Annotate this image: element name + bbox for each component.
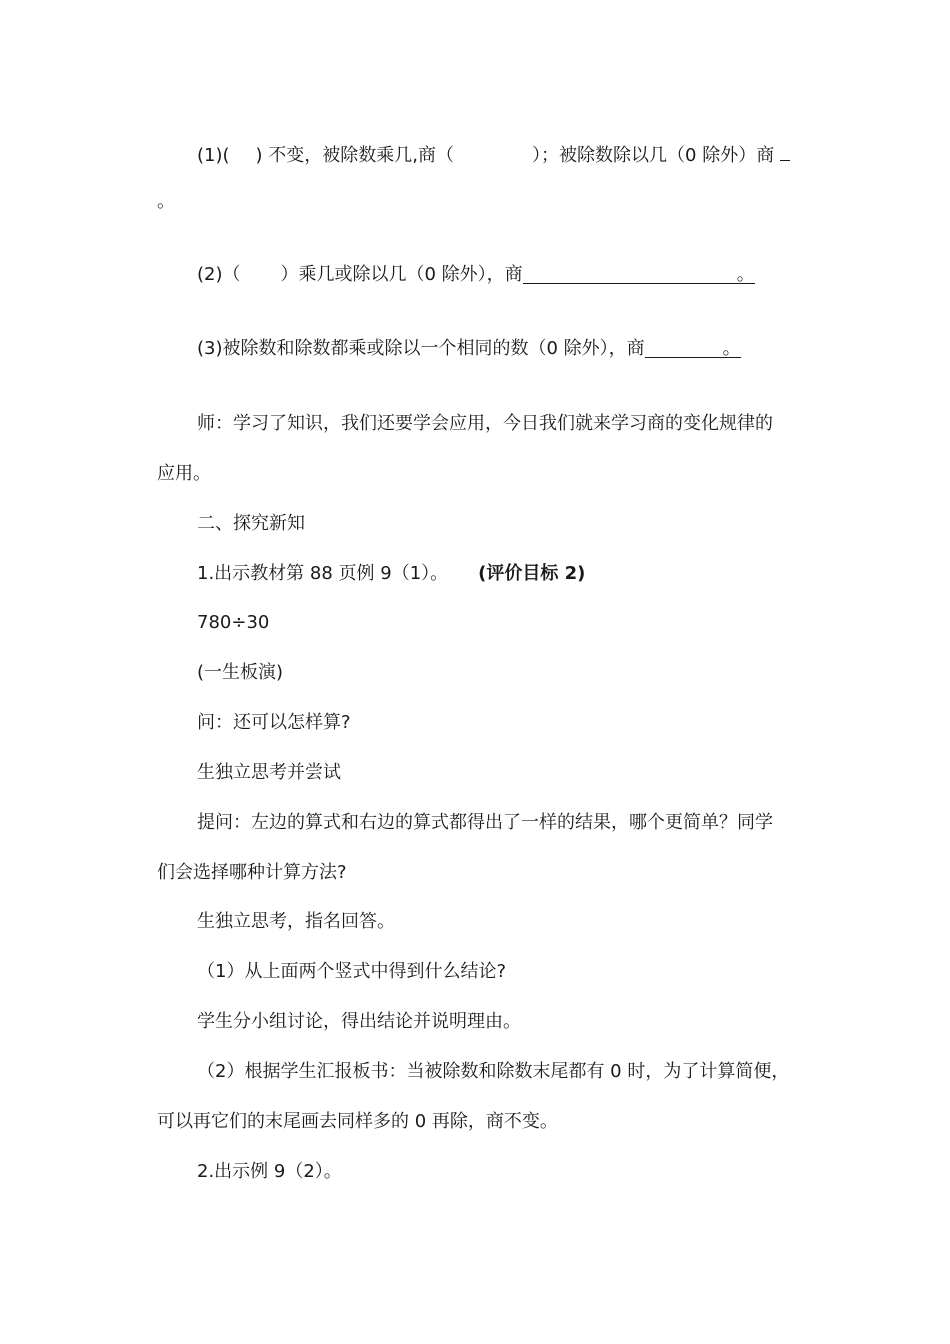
sub-item-1: （1）从上面两个竖式中得到什么结论? (197, 961, 507, 982)
item-2-text: 2.出示例 9（2）。 (197, 1161, 342, 1182)
rule-2-label: (2)（ (197, 264, 241, 285)
rule-1-label: (1)( (197, 145, 230, 166)
teacher-paragraph-cont: 应用。 (157, 463, 211, 484)
rule-1-line (197, 140, 790, 168)
rule-2-text: ）乘几或除以几（0 除外），商 (280, 264, 523, 285)
item-1-text: 1.出示教材第 88 页例 9（1）。 (197, 563, 449, 584)
rule-2-blank: 。 (523, 263, 755, 284)
rule-3-text: (3)被除数和除数都乘或除以一个相同的数（0 除外），商 (197, 338, 645, 359)
rule-1-end: 。 (157, 191, 175, 212)
answer-line: 生独立思考，指名回答。 (197, 911, 395, 932)
question-line: 问：还可以怎样算? (197, 712, 351, 733)
rule-1-paren-close: ) (255, 145, 263, 166)
discussion-line: 学生分小组讨论，得出结论并说明理由。 (197, 1011, 521, 1032)
prompt-paragraph-cont: 们会选择哪种计算方法? (157, 862, 347, 883)
sub-item-2-cont: 可以再它们的末尾画去同样多的 0 再除，商不变。 (157, 1111, 558, 1132)
prompt-paragraph: 提问：左边的算式和右边的算式都得出了一样的结果，哪个更简单？同学 (197, 812, 773, 833)
rule-3-blank: 。 (645, 337, 741, 358)
item-1-line (197, 562, 585, 586)
expression: 780÷30 (197, 612, 270, 633)
board-note: (一生板演) (197, 662, 284, 683)
rule-1-blank (780, 140, 790, 161)
rule-1-text-2: ）；被除数除以几（0 除外）商 (532, 145, 775, 166)
rule-1-text: 不变，被除数乘几,商（ (268, 145, 455, 166)
teacher-paragraph: 师：学习了知识，我们还要学会应用，今日我们就来学习商的变化规律的 (197, 413, 773, 434)
student-think-line: 生独立思考并尝试 (197, 762, 341, 783)
section-heading: 二、探究新知 (197, 513, 305, 534)
item-1-tag: (评价目标 2) (478, 563, 586, 584)
sub-item-2: （2）根据学生汇报板书：当被除数和除数末尾都有 0 时，为了计算简便， (197, 1061, 790, 1082)
rule-3-line (197, 337, 741, 361)
rule-2-line (197, 263, 755, 287)
